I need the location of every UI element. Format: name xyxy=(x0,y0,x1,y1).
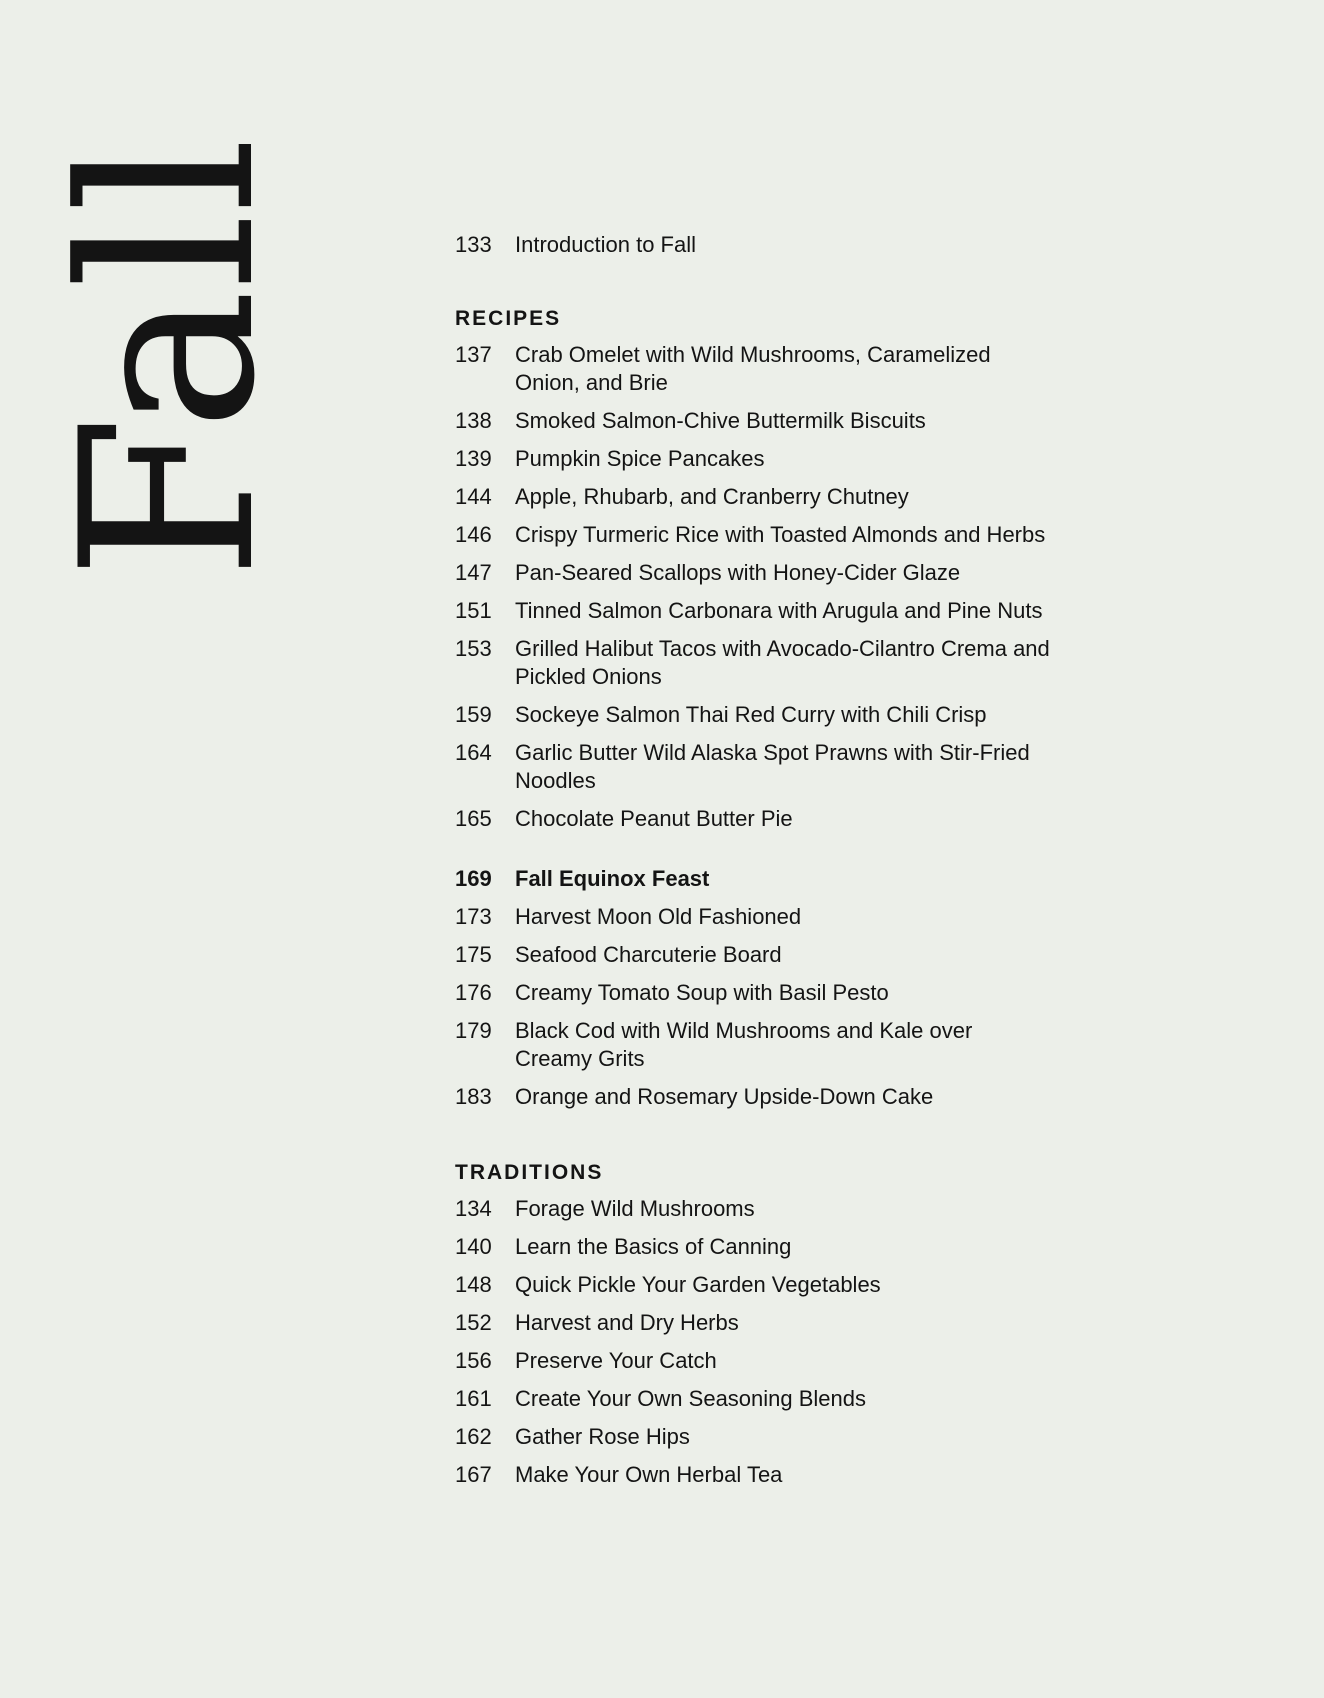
toc-entry[interactable] xyxy=(455,635,1075,691)
toc-entry[interactable] xyxy=(455,597,1075,625)
toc-entry[interactable] xyxy=(455,1461,1075,1489)
page-number: 179 xyxy=(455,1018,492,1043)
toc-entry[interactable] xyxy=(455,483,1075,511)
entry-title: Tinned Salmon Carbonara with Arugula and Pine Nuts xyxy=(515,598,1043,623)
page-number: 147 xyxy=(455,560,492,585)
entry-title: Smoked Salmon-Chive Buttermilk Biscuits xyxy=(515,408,926,433)
entry-title: Learn the Basics of Canning xyxy=(515,1234,792,1259)
entry-title: Preserve Your Catch xyxy=(515,1348,717,1373)
toc-entry[interactable] xyxy=(455,941,1075,969)
entry-title: Apple, Rhubarb, and Cranberry Chutney xyxy=(515,484,909,509)
entry-title: Crispy Turmeric Rice with Toasted Almonds and Herbs xyxy=(515,522,1046,547)
entry-title: Crab Omelet with Wild Mushrooms, Caramelized Onion, and Brie xyxy=(515,342,991,395)
feast-list xyxy=(455,903,1075,1111)
entry-title: Garlic Butter Wild Alaska Spot Prawns with Stir-Fried Noodles xyxy=(515,740,1030,793)
page-number: 159 xyxy=(455,702,492,727)
page-number: 173 xyxy=(455,904,492,929)
entry-title: Black Cod with Wild Mushrooms and Kale over Creamy Grits xyxy=(515,1018,973,1071)
section-heading-recipes: RECIPES xyxy=(455,307,562,330)
entry-title: Create Your Own Seasoning Blends xyxy=(515,1386,867,1411)
toc-entry[interactable] xyxy=(455,1309,1075,1337)
page-number: 139 xyxy=(455,446,492,471)
page-number: 144 xyxy=(455,484,492,509)
toc-entry[interactable] xyxy=(455,1017,1075,1073)
entry-title: Orange and Rosemary Upside-Down Cake xyxy=(515,1084,934,1109)
toc-entry-intro[interactable] xyxy=(455,231,1075,259)
page-number: 133 xyxy=(455,232,492,257)
page-number: 165 xyxy=(455,806,492,831)
entry-title: Pumpkin Spice Pancakes xyxy=(515,446,765,471)
toc-entry[interactable] xyxy=(455,1271,1075,1299)
toc-entry[interactable] xyxy=(455,1347,1075,1375)
page-number: 183 xyxy=(455,1084,492,1109)
entry-title: Quick Pickle Your Garden Vegetables xyxy=(515,1272,881,1297)
page-number: 164 xyxy=(455,740,492,765)
page-number: 137 xyxy=(455,342,492,367)
toc-entry[interactable] xyxy=(455,1423,1075,1451)
traditions-list xyxy=(455,1195,1075,1489)
toc-entry[interactable] xyxy=(455,559,1075,587)
page-number: 169 xyxy=(455,866,492,891)
section-heading-traditions: TRADITIONS xyxy=(455,1161,604,1184)
toc-entry[interactable] xyxy=(455,445,1075,473)
toc-entry[interactable] xyxy=(455,1083,1075,1111)
page-number: 162 xyxy=(455,1424,492,1449)
entry-title: Grilled Halibut Tacos with Avocado-Cilantro Crema and Pickled Onions xyxy=(515,636,1050,689)
toc-entry[interactable] xyxy=(455,1233,1075,1261)
toc-entry[interactable] xyxy=(455,1385,1075,1413)
entry-title: Chocolate Peanut Butter Pie xyxy=(515,806,793,831)
toc-entry[interactable] xyxy=(455,739,1075,795)
page-number: 152 xyxy=(455,1310,492,1335)
entry-title: Harvest Moon Old Fashioned xyxy=(515,904,802,929)
page-number: 176 xyxy=(455,980,492,1005)
entry-title: Pan-Seared Scallops with Honey-Cider Glaze xyxy=(515,560,961,585)
entry-title: Seafood Charcuterie Board xyxy=(515,942,782,967)
entry-title: Make Your Own Herbal Tea xyxy=(515,1462,783,1487)
entry-title: Sockeye Salmon Thai Red Curry with Chili Crisp xyxy=(515,702,987,727)
toc-entry[interactable] xyxy=(455,341,1075,397)
table-of-contents xyxy=(455,231,1075,1499)
page-number: 161 xyxy=(455,1386,492,1411)
entry-title: Fall Equinox Feast xyxy=(515,866,710,891)
toc-entry[interactable] xyxy=(455,407,1075,435)
page-number: 148 xyxy=(455,1272,492,1297)
entry-title: Introduction to Fall xyxy=(515,232,696,257)
toc-entry[interactable] xyxy=(455,979,1075,1007)
entry-title: Creamy Tomato Soup with Basil Pesto xyxy=(515,980,889,1005)
entry-title: Gather Rose Hips xyxy=(515,1424,690,1449)
page-number: 153 xyxy=(455,636,492,661)
page-number: 156 xyxy=(455,1348,492,1373)
entry-title: Forage Wild Mushrooms xyxy=(515,1196,755,1221)
toc-entry[interactable] xyxy=(455,805,1075,833)
page-number: 146 xyxy=(455,522,492,547)
page-number: 140 xyxy=(455,1234,492,1259)
toc-entry[interactable] xyxy=(455,1195,1075,1223)
page-number: 167 xyxy=(455,1462,492,1487)
page-number: 151 xyxy=(455,598,492,623)
toc-entry[interactable] xyxy=(455,903,1075,931)
season-title xyxy=(31,136,308,590)
recipes-list xyxy=(455,341,1075,833)
season-title-text: Fall xyxy=(31,136,308,580)
toc-entry[interactable] xyxy=(455,701,1075,729)
toc-entry[interactable] xyxy=(455,521,1075,549)
toc-entry-feast[interactable] xyxy=(455,865,1075,893)
entry-title: Harvest and Dry Herbs xyxy=(515,1310,739,1335)
page-number: 175 xyxy=(455,942,492,967)
page-number: 134 xyxy=(455,1196,492,1221)
page-number: 138 xyxy=(455,408,492,433)
